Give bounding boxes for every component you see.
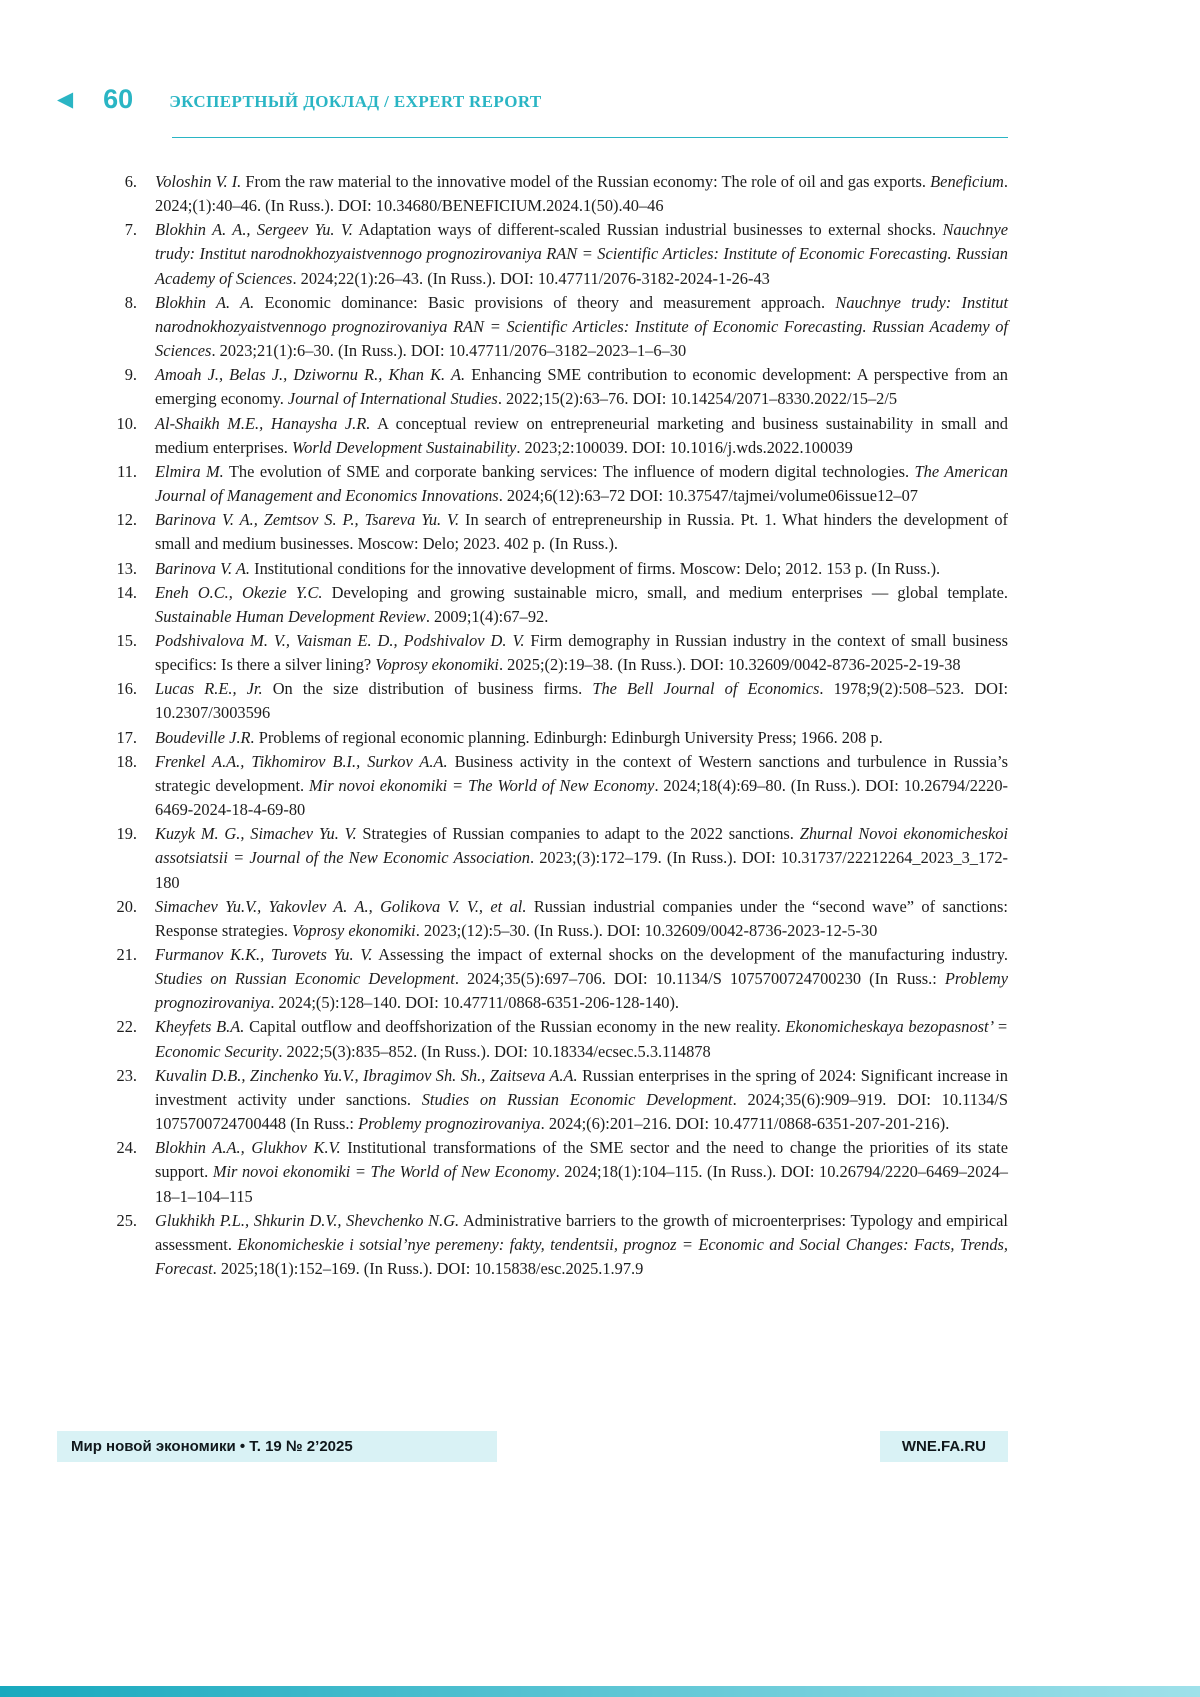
reference-segment: On the size distribution of business firms. [262, 679, 593, 699]
reference-segment: Developing and growing sustainable micro, small, and medium enterprises — global template. [322, 582, 1008, 602]
reference-item [95, 1015, 1008, 1063]
page-footer [57, 1431, 1008, 1462]
reference-segment: Zhurnal Novoi ekonomicheskoi assotsiatsii = Journal of the New Economic Association [155, 824, 1008, 868]
reference-segment: Russian enterprises in the spring of 2024: Significant increase in investment activity under sanctions. [155, 1065, 1009, 1109]
reference-item [95, 363, 1008, 411]
reference-segment: Russian industrial companies under the “second wave” of sanctions: Response strategies. [155, 896, 1008, 940]
reference-number: 20. [116, 896, 137, 916]
reference-segment: Podshivalova M. V., Vaisman E. D., Podshivalov D. V. [155, 630, 525, 650]
reference-text [155, 363, 1008, 411]
reference-segment: Nauchnye trudy: Institut narodnokhozyaistvennogo prognozirovaniya RAN = Scientific Articles: Institute of Economic Forecasting. Russian Academy of Sciences [155, 292, 1008, 361]
reference-text [155, 677, 1008, 725]
reference-segment: Al-Shaikh M.E., Hanaysha J.R. [155, 413, 371, 433]
reference-text [155, 629, 1008, 677]
reference-item [95, 750, 1008, 822]
reference-text [155, 943, 1008, 1015]
reference-segment: Lucas R.E., Jr. [155, 679, 263, 699]
reference-segment: Barinova V. A. [155, 558, 251, 578]
reference-segment: . 2025;(2):19–38. (In Russ.). DOI: 10.32609/0042-8736-2025-2-19-38 [498, 655, 961, 675]
reference-item [95, 291, 1008, 363]
reference-segment: Simachev Yu.V., Yakovlev A. A., Golikova V. V., et al. [155, 896, 527, 916]
page-number: 60 [103, 84, 134, 114]
reference-segment: Adaptation ways of different-scaled Russian industrial businesses to external shocks. [352, 220, 943, 240]
reference-number: 18. [116, 751, 137, 771]
reference-number: 10. [116, 413, 137, 433]
reference-text [155, 508, 1008, 556]
reference-item [95, 726, 1008, 750]
reference-text [155, 822, 1008, 894]
reference-segment: Kuvalin D.B., Zinchenko Yu.V., Ibragimov Sh. Sh., Zaitseva A.A. [155, 1065, 578, 1085]
header-divider [172, 137, 1008, 138]
page-header [57, 86, 1008, 113]
reference-segment: . 2023;(12):5–30. (In Russ.). DOI: 10.32609/0042-8736-2023-12-5-30 [415, 920, 878, 940]
reference-segment: Studies on Russian Economic Development [421, 1089, 733, 1109]
reference-segment: Voprosy ekonomiki [375, 655, 499, 675]
reference-segment: Enhancing SME contribution to economic development: A perspective from an emerging economy. [155, 365, 1008, 409]
reference-segment: The Bell Journal of Economics [592, 679, 820, 699]
reference-segment: . 2022;5(3):835–852. (In Russ.). DOI: 10.18334/ecsec.5.3.114878 [278, 1041, 711, 1061]
reference-segment: Capital outflow and deoffshorization of the Russian economy in the new reality. [244, 1017, 786, 1037]
reference-text [155, 1015, 1008, 1063]
reference-segment: Studies on Russian Economic Development [155, 969, 455, 989]
reference-item [95, 822, 1008, 894]
reference-item [95, 508, 1008, 556]
reference-segment: Eneh O.C., Okezie Y.C. [155, 582, 323, 602]
reference-number: 15. [116, 630, 137, 650]
reference-text [155, 170, 1008, 218]
reference-segment: . 2023;2:100039. DOI: 10.1016/j.wds.2022.100039 [516, 437, 853, 457]
reference-text [155, 557, 1008, 581]
reference-segment: Institutional transformations of the SME sector and the need to change the priorities of its state support. [155, 1138, 1008, 1182]
reference-segment: Blokhin A. A. [155, 292, 255, 312]
reference-text [155, 895, 1008, 943]
reference-text [155, 460, 1008, 508]
reference-segment: Nauchnye trudy: Institut narodnokhozyaistvennogo prognozirovaniya RAN = Scientific Articles: Institute of Economic Forecasting. Russian Academy of Sciences [155, 220, 1008, 288]
reference-number: 6. [124, 172, 137, 191]
reference-item [95, 1136, 1008, 1208]
references-list [95, 170, 1008, 1281]
reference-segment: The evolution of SME and corporate banking services: The influence of modern digital technologies. [223, 461, 915, 481]
reference-segment: Institutional conditions for the innovative development of firms. Moscow: Delo; 2012. 153 p. (In Russ.). [250, 558, 941, 578]
reference-segment: Ekonomicheskie i sotsial’nye peremeny: fakty, tendentsii, prognoz = Economic and Social Changes: Facts, Trends, Forecast [155, 1234, 1008, 1279]
reference-segment: . 2023;21(1):6–30. (In Russ.). DOI: 10.47711/2076–3182–2023–1–6–30 [211, 341, 687, 361]
reference-segment: Business activity in the context of Western sanctions and turbulence in Russia’s strategic development. [155, 751, 1008, 795]
reference-segment: . 2024;(6):201–216. DOI: 10.47711/0868-6351-207-201-216). [540, 1114, 950, 1134]
reference-number: 13. [116, 558, 137, 578]
reference-segment: Amoah J., Belas J., Dziwornu R., Khan K. A. [155, 365, 466, 385]
reference-text [155, 412, 1008, 460]
reference-segment: . 2024;18(4):69–80. (In Russ.). DOI: 10.26794/2220-6469-2024-18-4-69-80 [155, 775, 1008, 820]
reference-item [95, 460, 1008, 508]
reference-segment: Administrative barriers to the growth of microenterprises: Typology and empirical assessment. [155, 1210, 1008, 1254]
reference-segment: Elmira M. [155, 461, 224, 481]
reference-segment: Mir novoi ekonomiki = The World of New Economy [212, 1162, 556, 1182]
reference-item [95, 170, 1008, 218]
reference-segment: Blokhin A.A., Glukhov K.V. [155, 1138, 341, 1158]
reference-segment: Economic dominance: Basic provisions of theory and measurement approach. [254, 292, 836, 312]
reference-item [95, 1209, 1008, 1281]
reference-segment: Sustainable Human Development Review [155, 606, 426, 626]
reference-number: 9. [124, 365, 137, 385]
reference-segment: Voloshin V. I. [155, 172, 242, 191]
reference-segment: . 2023;(3):172–179. (In Russ.). DOI: 10.31737/22212264_2023_3_172-180 [155, 848, 1009, 892]
reference-number: 23. [116, 1065, 137, 1085]
reference-item [95, 943, 1008, 1015]
reference-segment: Glukhikh P.L., Shkurin D.V., Shevchenko N.G. [155, 1210, 460, 1230]
reference-item [95, 629, 1008, 677]
reference-item [95, 895, 1008, 943]
website-url-footer: WNE.FA.RU [880, 1431, 1008, 1462]
reference-segment: . 1978;9(2):508–523. DOI: 10.2307/3003596 [155, 679, 1009, 723]
reference-segment: Kuzyk M. G., Simachev Yu. V. [155, 824, 357, 844]
reference-text [155, 1209, 1008, 1281]
reference-number: 16. [116, 679, 137, 699]
reference-segment: . 2022;15(2):63–76. DOI: 10.14254/2071–8330.2022/15–2/5 [497, 389, 898, 409]
reference-text [155, 581, 1008, 629]
reference-segment: Problemy prognozirovaniya [358, 1114, 541, 1134]
reference-number: 8. [124, 292, 137, 312]
reference-segment: From the raw material to the innovative model of the Russian economy: The role of oil and gas exports. [241, 172, 931, 191]
reference-segment: Problems of regional economic planning. Edinburgh: Edinburgh University Press; 1966. 208 p. [254, 727, 883, 747]
reference-number: 21. [116, 945, 137, 964]
reference-segment: . 2009;1(4):67–92. [425, 606, 549, 626]
footer-spacer [497, 1431, 880, 1462]
reference-segment: Problemy prognozirovaniya [155, 969, 1008, 1013]
page-bottom-bar [0, 1686, 1200, 1697]
reference-number: 19. [116, 824, 137, 844]
reference-text [155, 1064, 1008, 1136]
reference-text [155, 750, 1008, 822]
reference-number: 14. [116, 582, 137, 602]
reference-number: 24. [116, 1138, 137, 1158]
reference-segment: A conceptual review on entrepreneurial marketing and business sustainability in small and medium enterprises. [155, 413, 1008, 457]
reference-segment: Strategies of Russian companies to adapt to the 2022 sanctions. [356, 824, 800, 844]
back-arrow-icon: ◀ [57, 87, 74, 111]
reference-segment: Mir novoi ekonomiki = The World of New Economy [309, 775, 655, 795]
reference-item [95, 1064, 1008, 1136]
reference-segment: . 2024;(5):128–140. DOI: 10.47711/0868-6351-206-128-140). [270, 993, 680, 1013]
reference-number: 22. [116, 1017, 137, 1037]
reference-segment: World Development Sustainability [292, 437, 517, 457]
header-title: ЭКСПЕРТНЫЙ ДОКЛАД / EXPERT REPORT [169, 91, 542, 111]
reference-segment: Kheyfets B.A. [155, 1017, 245, 1037]
reference-segment: . 2024;35(5):697–706. DOI: 10.1134/S 1075700724700230 (In Russ.: [454, 969, 945, 989]
reference-segment: In search of entrepreneurship in Russia. Pt. 1. What hinders the development of small and medium businesses. Moscow: Delo; 2023. 402 p. (In Russ.). [155, 510, 1008, 554]
reference-segment: . 2024;18(1):104–115. (In Russ.). DOI: 10.26794/2220–6469–2024–18–1–104–115 [155, 1162, 1008, 1206]
reference-segment: Blokhin A. A., Sergeev Yu. V. [155, 220, 353, 240]
reference-segment: . 2024;22(1):26–43. (In Russ.). DOI: 10.47711/2076-3182-2024-1-26-43 [292, 268, 770, 288]
reference-segment: . 2024;(1):40–46. (In Russ.). DOI: 10.34680/BENEFICIUM.2024.1(50).40–46 [155, 172, 1008, 216]
reference-segment: The American Journal of Management and Economics Innovations [155, 461, 1008, 506]
reference-item [95, 581, 1008, 629]
reference-segment: . 2024;35(6):909–919. DOI: 10.1134/S 1075700724700448 (In Russ.: [155, 1089, 1009, 1134]
reference-text [155, 726, 1008, 750]
reference-segment: . 2024;6(12):63–72 DOI: 10.37547/tajmei/volume06issue12–07 [498, 486, 918, 506]
reference-segment: Furmanov K.K., Turovets Yu. V. [155, 945, 373, 964]
reference-text [155, 1136, 1008, 1208]
reference-number: 17. [116, 727, 137, 747]
reference-segment: Barinova V. A., Zemtsov S. P., Tsareva Yu. V. [155, 510, 460, 530]
reference-segment: Voprosy ekonomiki [292, 920, 416, 940]
reference-number: 11. [117, 461, 137, 481]
reference-segment: Frenkel A.A., Tikhomirov B.I., Surkov A.A. [155, 751, 448, 771]
reference-item [95, 218, 1008, 290]
reference-item [95, 412, 1008, 460]
reference-number: 7. [124, 220, 137, 240]
reference-segment: Ekonomicheskaya bezopasnost’ = Economic Security [155, 1017, 1008, 1061]
reference-segment: Firm demography in Russian industry in the context of small business specifics: Is there a silver lining? [155, 630, 1009, 675]
reference-item [95, 557, 1008, 581]
reference-segment: Boudeville J.R. [155, 727, 255, 747]
reference-segment: . 2025;18(1):152–169. (In Russ.). DOI: 10.15838/esc.2025.1.97.9 [212, 1259, 644, 1279]
reference-segment: Journal of International Studies [287, 389, 498, 409]
reference-number: 12. [116, 510, 137, 530]
journal-title-footer: Мир новой экономики • Т. 19 № 2’2025 [57, 1431, 497, 1462]
reference-text [155, 291, 1008, 363]
reference-item [95, 677, 1008, 725]
reference-number: 25. [116, 1210, 137, 1230]
reference-segment: Assessing the impact of external shocks on the development of the manufacturing industry. [372, 945, 1008, 964]
reference-text [155, 218, 1008, 290]
reference-segment: Beneficium [930, 172, 1004, 191]
